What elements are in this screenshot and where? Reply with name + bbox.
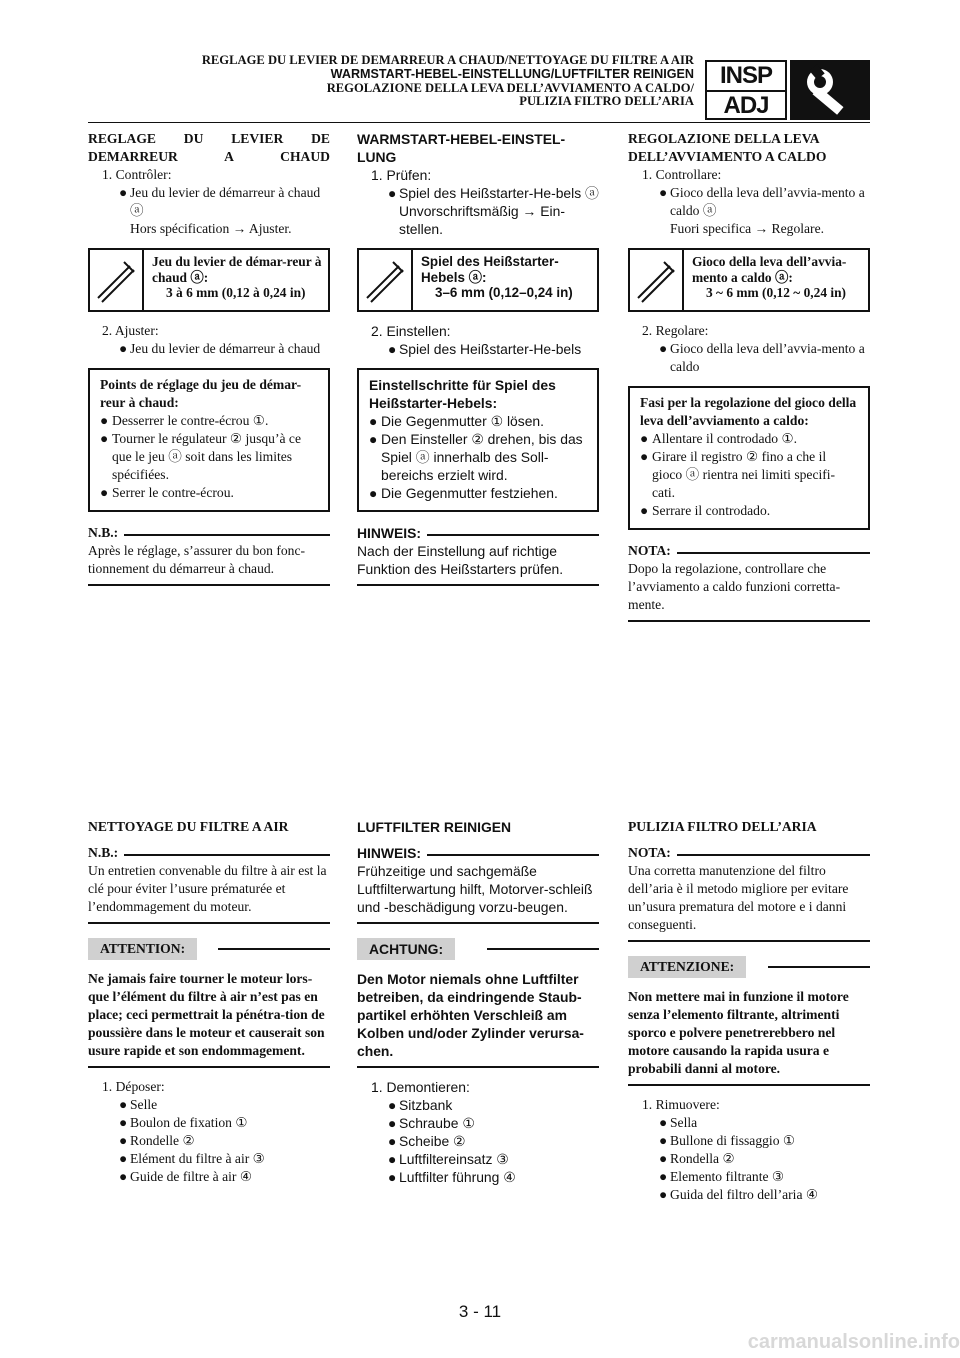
procedure-title: Points de réglage du jeu de démar-reur à chaud: <box>100 377 302 410</box>
header-line-4: PULIZIA FILTRO DELL’ARIA <box>519 94 694 109</box>
step-1: 1. Controllare: <box>642 167 722 182</box>
spec-box <box>357 248 599 312</box>
column-fr-filter <box>88 818 330 1186</box>
remove-item: ● Schraube ① <box>388 1115 475 1131</box>
bullet-icon: ● <box>388 341 397 357</box>
step-1-item: ● Spiel des Heißstarter-He-bels ⓐ <box>388 185 599 201</box>
bullet-icon: ● <box>100 431 109 446</box>
bullet-icon: ● <box>100 485 109 500</box>
spec-value: 3 à 6 mm (0,12 à 0,24 in) <box>166 285 306 300</box>
note-heading: NOTA: <box>628 542 677 560</box>
bullet-icon: ● <box>659 1169 668 1184</box>
header-line-1: REGLAGE DU LEVIER DE DEMARREUR A CHAUD/NETTOYAGE DU FILTRE A AIR <box>201 53 694 67</box>
note-text: Dopo la regolazione, controllare che l’avviamento a caldo funzioni corretta-mente. <box>628 561 841 612</box>
header-line-2: WARMSTART-HEBEL-EINSTELLUNG/LUFTFILTER REINIGEN <box>330 66 694 81</box>
section-title: REGLAGE DU LEVIER DE DEMARREUR A CHAUD <box>88 131 330 164</box>
spec-label: Jeu du levier de démar-reur à chaud ⓐ: <box>152 254 322 285</box>
step-2: 2. Einstellen: <box>371 323 451 339</box>
procedure-item: ● Girare il registro ② fino a che il gioco ⓐ rientra nei limiti specifi-cati. <box>640 449 836 500</box>
bullet-icon: ● <box>388 185 397 201</box>
bullet-icon: ● <box>640 503 649 518</box>
note <box>357 844 599 924</box>
header-rule <box>88 122 870 123</box>
caution <box>88 938 330 1068</box>
bullet-icon: ● <box>100 413 109 428</box>
note <box>88 524 330 586</box>
remove-item: ● Rondelle ② <box>119 1133 195 1148</box>
spec-label: Gioco della leva dell’avvia-mento a caldo ⓐ: <box>692 254 847 285</box>
bullet-icon: ● <box>119 1133 128 1148</box>
spec-value: 3–6 mm (0,12–0,24 in) <box>435 285 573 300</box>
bullet-icon: ● <box>659 341 668 356</box>
bullet-icon: ● <box>119 1097 128 1112</box>
remove-item: ● Elément du filtre à air ③ <box>119 1151 265 1166</box>
step-2-item: ● Jeu du levier de démarreur à chaud <box>119 341 321 356</box>
caution <box>628 956 870 1086</box>
note-text: Un entretien convenable du filtre à air est la clé pour éviter l’usure prématurée et l’endommagement du moteur. <box>88 863 327 914</box>
note-text: Frühzeitige und sachgemäße Luftfilterwartung hilft, Motorver-schleiß und -beschädigung vorzu-beugen. <box>357 863 593 915</box>
step-1: 1. Prüfen: <box>371 167 432 183</box>
note-heading: HINWEIS: <box>357 844 427 862</box>
remove-item: ● Selle <box>119 1097 158 1112</box>
watermark: carmanualsonline.info <box>747 1331 960 1353</box>
procedure-title: Einstellschritte für Spiel des Heißstarter-Hebels: <box>369 377 556 411</box>
note <box>628 844 870 942</box>
bullet-icon: ● <box>369 431 378 447</box>
bullet-icon: ● <box>640 449 649 464</box>
note-heading: NOTA: <box>628 844 677 862</box>
column-fr <box>88 130 330 586</box>
section-title: NETTOYAGE DU FILTRE A AIR <box>88 819 289 834</box>
procedure-title: Fasi per la regolazione del gioco della leva dell’avviamento a caldo: <box>640 395 857 428</box>
header-line-3: REGOLAZIONE DELLA LEVA DELL’AVVIAMENTO A CALDO/ <box>326 80 694 95</box>
column-it <box>628 130 870 622</box>
step-1-result: Fuori specifica → Regolare. <box>670 221 825 236</box>
step-2-item: ● Gioco della leva dell’avvia-mento a caldo <box>659 341 865 374</box>
step-2-item: ● Spiel des Heißstarter-He-bels <box>388 341 582 357</box>
step-1-result: Hors spécification → Ajuster. <box>130 221 292 236</box>
insp-adj-badge <box>705 60 787 120</box>
step-2: 2. Regolare: <box>642 323 709 338</box>
procedure-box <box>357 368 599 512</box>
remove-step: 1. Rimuovere: <box>642 1097 720 1112</box>
bullet-icon: ● <box>369 485 378 501</box>
bullet-icon: ● <box>659 1115 668 1130</box>
bullet-icon: ● <box>119 1169 128 1184</box>
section-title: LUFTFILTER REINIGEN <box>357 819 512 835</box>
step-2: 2. Ajuster: <box>102 323 159 338</box>
bullet-icon: ● <box>119 1115 128 1130</box>
remove-item: ● Sella <box>659 1115 698 1130</box>
section-title: WARMSTART-HEBEL-EINSTEL-LUNG <box>357 131 566 165</box>
bullet-icon: ● <box>659 185 668 200</box>
step-1-item: ● Jeu du levier de démarreur à chaud ⓐ <box>119 185 321 218</box>
caution-text: Non mettere mai in funzione il motore senza l’elemento filtrante, altrimenti sporco e polvere penetrerebbero nel motore causando la rapida usura e probabili danni al motore. <box>628 989 849 1076</box>
feeler-gauge-icon <box>630 250 684 310</box>
procedure-item: ● Die Gegenmutter festziehen. <box>369 485 558 501</box>
page-number: 3 - 11 <box>458 1302 502 1321</box>
procedure-item: ● Serrare il controdado. <box>640 503 771 518</box>
bullet-icon: ● <box>119 341 128 356</box>
column-de <box>357 130 599 586</box>
bullet-icon: ● <box>119 1151 128 1166</box>
caution-text: Ne jamais faire tourner le moteur lors-que l’élément du filtre à air n’est pas en place; ceci permettrait la pénétra-tion de poussière dans le moteur et causerait son usure rapide et son endommagement. <box>88 971 325 1058</box>
remove-step: 1. Déposer: <box>102 1079 165 1094</box>
column-it-filter <box>628 818 870 1204</box>
note-heading: N.B.: <box>88 844 124 862</box>
bullet-icon: ● <box>388 1115 397 1131</box>
spec-box <box>88 248 330 312</box>
bullet-icon: ● <box>119 185 128 200</box>
remove-item: ● Elemento filtrante ③ <box>659 1169 785 1184</box>
procedure-box <box>88 368 330 512</box>
step-1-result: Unvorschriftsmäßig → Ein-stellen. <box>399 203 565 237</box>
remove-item: ● Rondella ② <box>659 1151 735 1166</box>
procedure-item: ● Allentare il controdado ①. <box>640 431 798 446</box>
spec-box <box>628 248 870 312</box>
remove-item: ● Bullone di fissaggio ① <box>659 1133 796 1148</box>
note <box>628 542 870 622</box>
page-header <box>54 54 694 109</box>
procedure-item: ● Die Gegenmutter ① lösen. <box>369 413 545 429</box>
procedure-item: ● Den Einsteller ② drehen, bis das Spiel ⓐ innerhalb des Soll-bereichs erzielt wird. <box>369 431 583 483</box>
caution-heading: ATTENTION: <box>88 938 197 960</box>
note-heading: HINWEIS: <box>357 524 427 542</box>
remove-item: ● Guide de filtre à air ④ <box>119 1169 253 1184</box>
bullet-icon: ● <box>388 1133 397 1149</box>
note <box>88 844 330 924</box>
bullet-icon: ● <box>659 1151 668 1166</box>
bullet-icon: ● <box>640 431 649 446</box>
remove-item: ● Scheibe ② <box>388 1133 466 1149</box>
caution-text: Den Motor niemals ohne Luftfilter betreiben, da eindringende Staub-partikel erhöhten Verschleiß am Kolben und/oder Zylinder verursa-chen. <box>357 971 584 1059</box>
spec-label: Spiel des Heißstarter-Hebels ⓐ: <box>421 254 559 285</box>
note-text: Una corretta manutenzione del filtro dell’aria è il metodo migliore per evitare un’usura prematura del motore e i danni conseguenti. <box>628 863 849 932</box>
caution-heading: ACHTUNG: <box>357 938 455 960</box>
remove-step: 1. Demontieren: <box>371 1079 470 1095</box>
bullet-icon: ● <box>659 1187 668 1202</box>
remove-item: ● Sitzbank <box>388 1097 453 1113</box>
caution-heading: ATTENZIONE: <box>628 956 746 978</box>
feeler-gauge-icon <box>90 250 144 310</box>
badge-bottom: ADJ <box>723 92 769 119</box>
step-1-item: ● Gioco della leva dell’avvia-mento a caldo ⓐ <box>659 185 865 218</box>
note-text: Après le réglage, s’assurer du bon fonc-tionnement du démarreur à chaud. <box>88 543 306 576</box>
remove-item: ● Guida del filtro dell’aria ④ <box>659 1187 819 1202</box>
bullet-icon: ● <box>388 1169 397 1185</box>
section-title: REGOLAZIONE DELLA LEVA DELL’AVVIAMENTO A CALDO <box>628 131 827 164</box>
wrench-icon <box>790 60 870 120</box>
caution <box>357 938 599 1068</box>
badge-top: INSP <box>707 62 785 92</box>
spec-value: 3 ~ 6 mm (0,12 ~ 0,24 in) <box>706 285 847 300</box>
bullet-icon: ● <box>388 1097 397 1113</box>
procedure-item: ● Tourner le régulateur ② jusqu’à ce que le jeu ⓐ soit dans les limites spécifiées. <box>100 431 302 482</box>
procedure-item: ● Serrer le contre-écrou. <box>100 485 234 500</box>
bullet-icon: ● <box>659 1133 668 1148</box>
bullet-icon: ● <box>369 413 378 429</box>
bullet-icon: ● <box>388 1151 397 1167</box>
note <box>357 524 599 586</box>
remove-item: ● Luftfiltereinsatz ③ <box>388 1151 509 1167</box>
procedure-item: ● Desserrer le contre-écrou ①. <box>100 413 269 428</box>
column-de-filter <box>357 818 599 1186</box>
remove-item: ● Luftfilter führung ④ <box>388 1169 516 1185</box>
section-title: PULIZIA FILTRO DELL’ARIA <box>628 819 817 834</box>
note-heading: N.B.: <box>88 524 124 542</box>
procedure-box <box>628 386 870 530</box>
note-text: Nach der Einstellung auf richtige Funktion des Heißstarters prüfen. <box>357 543 564 577</box>
step-1: 1. Contrôler: <box>102 167 172 182</box>
feeler-gauge-icon <box>359 250 413 310</box>
remove-item: ● Boulon de fixation ① <box>119 1115 248 1130</box>
